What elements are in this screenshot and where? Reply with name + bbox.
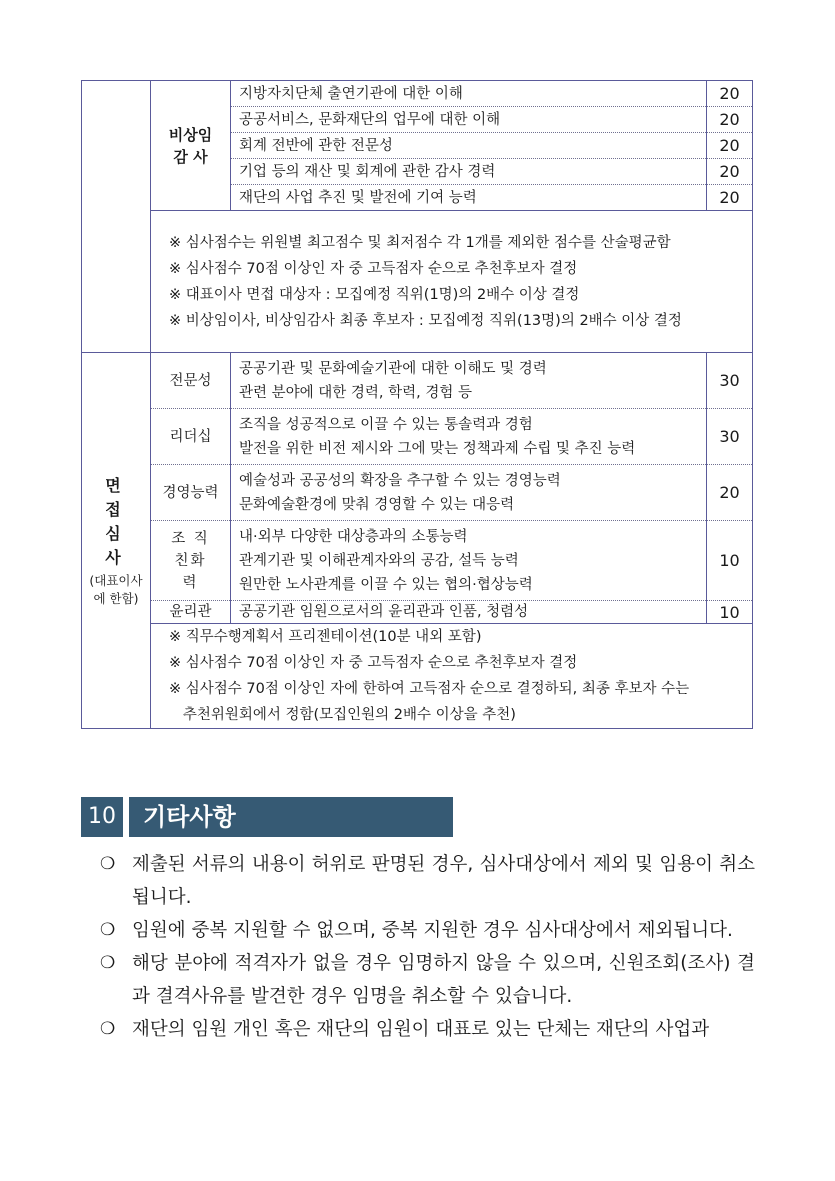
interview-category-cell [151, 521, 231, 601]
interview-category: 조 직 친화력 [171, 530, 210, 591]
interview-title: 면 접 심 사 [105, 475, 127, 567]
section-header [81, 797, 453, 837]
interview-score: 30 [707, 353, 753, 409]
interview-score: 10 [707, 521, 753, 601]
audit-score: 20 [707, 185, 753, 211]
audit-criterion: 공공서비스, 문화재단의 업무에 대한 이해 [231, 107, 707, 133]
audit-row [82, 81, 753, 107]
audit-category-cell [151, 81, 231, 211]
audit-score: 20 [707, 159, 753, 185]
audit-criterion: 기업 등의 재산 및 회계에 관한 감사 경력 [231, 159, 707, 185]
audit-criterion: 재단의 사업 추진 및 발전에 기여 능력 [231, 185, 707, 211]
interview-title-cell [82, 353, 151, 729]
circle-bullet-icon: ❍ [100, 953, 116, 973]
note-line: ※ 비상임이사, 비상임감사 최종 후보자 : 모집예정 직위(13명)의 2배수 이상 결정 [169, 312, 682, 329]
interview-category: 리더십 [151, 409, 231, 465]
audit-notes-row [82, 211, 753, 353]
list-item: ❍ 해당 분야에 적격자가 없을 경우 임명하지 않을 수 있으며, 신원조회(조사) 결과 결격사유를 발견한 경우 임명을 취소할 수 있습니다. [100, 947, 755, 1013]
list-item: ❍ 제출된 서류의 내용이 허위로 판명된 경우, 심사대상에서 제외 및 임용이 취소됩니다. [100, 848, 755, 914]
list-item: ❍ 임원에 중복 지원할 수 없으며, 중복 지원한 경우 심사대상에서 제외됩니다. [100, 914, 755, 947]
circle-bullet-icon: ❍ [100, 854, 116, 874]
interview-notes [151, 624, 753, 729]
interview-row [82, 521, 753, 601]
note-line: ※ 대표이사 면접 대상자 : 모집예정 직위(1명)의 2배수 이상 결정 [169, 286, 580, 303]
interview-score: 20 [707, 465, 753, 521]
bullet-list [100, 848, 755, 1046]
interview-score: 10 [707, 601, 753, 624]
interview-criterion: 조직을 성공적으로 이끌 수 있는 통솔력과 경험 발전을 위한 비전 제시와 그에 맞는 정책과제 수립 및 추진 능력 [231, 409, 707, 465]
audit-score: 20 [707, 133, 753, 159]
interview-row [82, 601, 753, 624]
audit-score: 20 [707, 107, 753, 133]
interview-score: 30 [707, 409, 753, 465]
interview-subtitle: (대표이사에 한함) [89, 572, 143, 606]
audit-criterion: 회계 전반에 관한 전문성 [231, 133, 707, 159]
interview-row [82, 409, 753, 465]
note-line: 추천위원회에서 정함(모집인원의 2배수 이상을 추천) [169, 707, 516, 723]
section-title: 기타사항 [129, 797, 453, 837]
interview-category: 경영능력 [151, 465, 231, 521]
note-line: ※ 심사점수 70점 이상인 자 중 고득점자 순으로 추천후보자 결정 [169, 655, 578, 671]
audit-category: 비상임 감 사 [168, 125, 213, 166]
note-line: ※ 심사점수는 위원별 최고점수 및 최저점수 각 1개를 제외한 점수를 산술평균함 [169, 234, 671, 251]
audit-score: 20 [707, 81, 753, 107]
audit-notes [151, 211, 753, 353]
interview-category: 전문성 [151, 353, 231, 409]
interview-row [82, 465, 753, 521]
evaluation-table [81, 80, 753, 729]
note-line: ※ 직무수행계획서 프리젠테이션(10분 내외 포함) [169, 629, 482, 645]
note-line: ※ 심사점수 70점 이상인 자에 한하여 고득점자 순으로 결정하되, 최종 후보자 수는 [169, 681, 690, 697]
outer-blank-cell [82, 81, 151, 353]
interview-notes-row [82, 624, 753, 729]
interview-criterion: 공공기관 임원으로서의 윤리관과 인품, 청렴성 [231, 601, 707, 624]
note-line: ※ 심사점수 70점 이상인 자 중 고득점자 순으로 추천후보자 결정 [169, 260, 578, 277]
list-item: ❍ 재단의 임원 개인 혹은 재단의 임원이 대표로 있는 단체는 재단의 사업과 [100, 1013, 755, 1046]
interview-criterion: 예술성과 공공성의 확장을 추구할 수 있는 경영능력 문화예술환경에 맞춰 경영할 수 있는 대응력 [231, 465, 707, 521]
circle-bullet-icon: ❍ [100, 1019, 116, 1039]
interview-criterion: 공공기관 및 문화예술기관에 대한 이해도 및 경력 관련 분야에 대한 경력, 학력, 경험 등 [231, 353, 707, 409]
audit-criterion: 지방자치단체 출연기관에 대한 이해 [231, 81, 707, 107]
section-number: 10 [81, 797, 123, 837]
interview-row [82, 353, 753, 409]
interview-criterion: 내·외부 다양한 대상층과의 소통능력 관계기관 및 이해관계자와의 공감, 설득 능력 원만한 노사관계를 이끌 수 있는 협의·협상능력 [231, 521, 707, 601]
interview-category: 윤리관 [151, 601, 231, 624]
circle-bullet-icon: ❍ [100, 920, 116, 940]
